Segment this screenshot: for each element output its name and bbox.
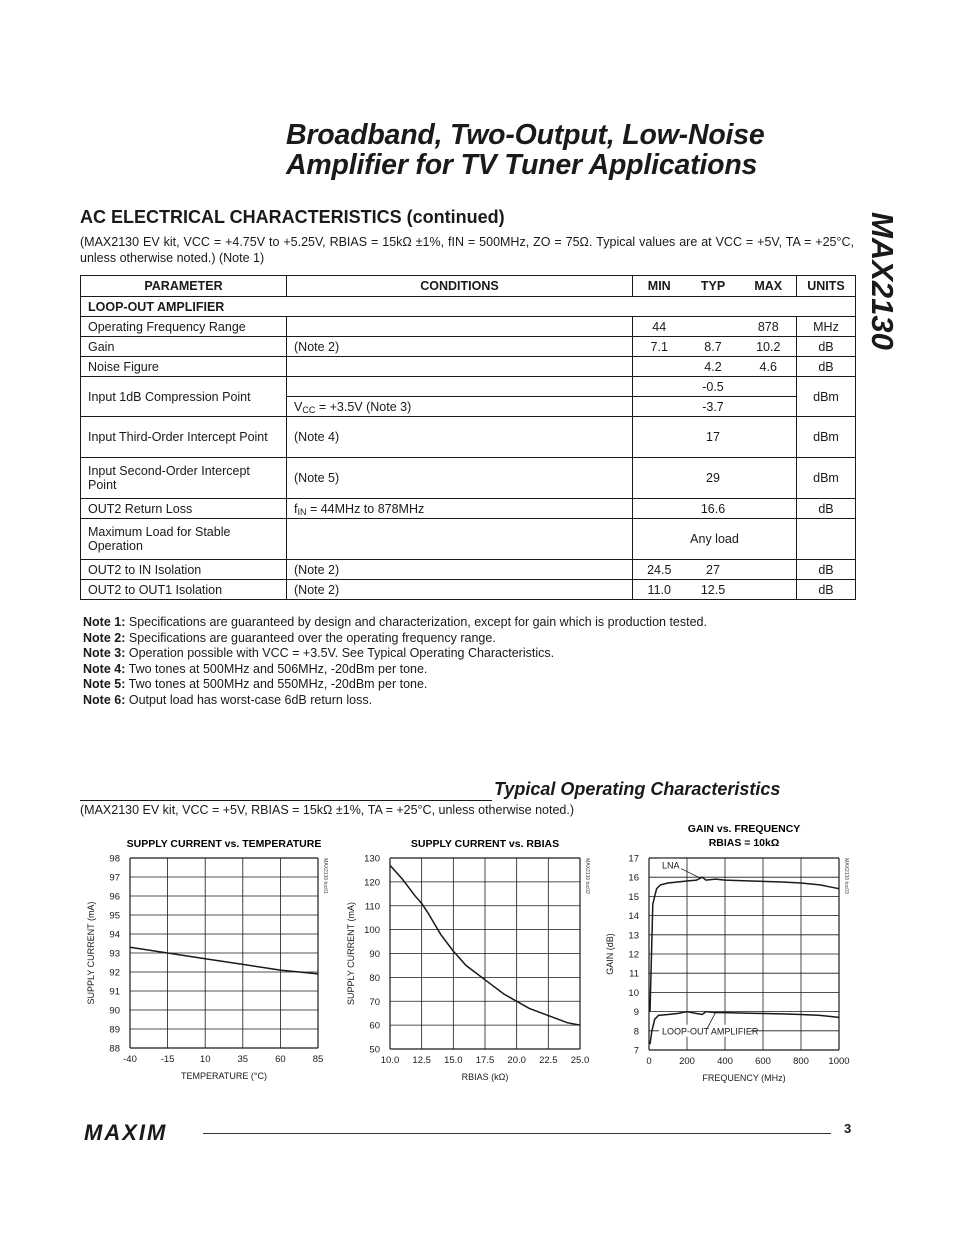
param-cell: Input 1dB Compression Point xyxy=(81,377,287,417)
param-cell: Input Second-Order Intercept Point xyxy=(81,458,287,499)
y-tick-label: 97 xyxy=(109,872,120,884)
param-cell: Input Third-Order Intercept Point xyxy=(81,417,287,458)
y-tick-label: 17 xyxy=(628,853,639,865)
min-cell: 44 xyxy=(633,317,686,337)
col-header: CONDITIONS xyxy=(287,276,633,297)
toc-heading: Typical Operating Characteristics xyxy=(494,779,781,799)
typ-cell: 8.7 xyxy=(686,337,741,357)
units-cell: dB xyxy=(797,499,856,519)
side-part-number: MAX2130 xyxy=(865,212,900,350)
chart-gain-vs-frequency xyxy=(600,816,860,1090)
col-header: PARAMETER xyxy=(81,276,287,297)
cond-cell: (Note 5) xyxy=(287,458,633,499)
min-cell xyxy=(633,357,686,377)
y-tick-label: 70 xyxy=(369,996,380,1008)
col-header: UNITS xyxy=(797,276,856,297)
x-tick-label: -40 xyxy=(123,1054,137,1065)
series-line xyxy=(130,947,318,974)
units-cell: dBm xyxy=(797,458,856,499)
typ-cell: 29 xyxy=(686,458,741,499)
note-item: Note 2: Specifications are guaranteed over the operating frequency range. xyxy=(83,630,496,645)
cond-cell xyxy=(287,377,633,397)
units-cell: dB xyxy=(797,560,856,580)
max-cell: 10.2 xyxy=(741,337,797,357)
figure-code: MAX2130 toc03 xyxy=(843,858,849,894)
x-tick-label: 1000 xyxy=(828,1056,850,1067)
chart-title: SUPPLY CURRENT vs. TEMPERATURE xyxy=(126,838,322,850)
col-header: MIN xyxy=(633,276,686,297)
typ-cell: 12.5 xyxy=(686,580,741,600)
y-tick-label: 94 xyxy=(109,929,120,941)
table-row xyxy=(81,317,856,337)
chart-title: SUPPLY CURRENT vs. RBIAS xyxy=(410,838,560,850)
y-tick-label: 110 xyxy=(364,901,380,913)
max-cell xyxy=(741,499,797,519)
units-cell: dB xyxy=(797,357,856,377)
y-tick-label: 130 xyxy=(364,853,380,865)
cond-cell: (Note 4) xyxy=(287,417,633,458)
y-tick-label: 98 xyxy=(109,853,120,865)
y-tick-label: 120 xyxy=(364,877,380,889)
figure-code: MAX2130 toc01 xyxy=(322,858,328,894)
note-item: Note 1: Specifications are guaranteed by design and characterization, except for gain which is production tested. xyxy=(83,615,707,629)
chart-title: GAIN vs. FREQUENCY xyxy=(687,823,801,835)
units-cell: dB xyxy=(797,580,856,600)
y-tick-label: 13 xyxy=(628,930,639,942)
param-cell: OUT2 to IN Isolation xyxy=(81,560,287,580)
x-axis-label: RBIAS (kΩ) xyxy=(461,1072,509,1082)
x-tick-label: 22.5 xyxy=(539,1055,558,1066)
x-tick-label: 400 xyxy=(717,1056,733,1067)
min-cell xyxy=(633,499,686,519)
typ-cell: 27 xyxy=(686,560,741,580)
figure-code: MAX2130 toc02 xyxy=(584,858,590,894)
section-rule xyxy=(80,800,492,801)
x-axis-label: FREQUENCY (MHz) xyxy=(702,1073,786,1083)
cond-cell: $V_{CC} = +3.5V$ (Note 3) xyxy=(287,397,633,417)
y-tick-label: 11 xyxy=(629,968,639,980)
max-cell xyxy=(741,458,797,499)
y-tick-label: 8 xyxy=(633,1026,639,1038)
conditions-text: (MAX2130 EV kit, VCC = +4.75V to +5.25V, RBIAS = 15kΩ ±1%, fIN = 500MHz, ZO = 75Ω. Typical values are at VCC = +5V, TA = +25°C, unless otherwise noted.) (Note 1) xyxy=(80,235,854,265)
min-cell xyxy=(633,397,686,417)
table-header-row xyxy=(81,276,856,297)
min-cell xyxy=(633,417,686,458)
annotation-loopout: LOOP-OUT AMPLIFIER xyxy=(662,1026,759,1037)
x-tick-label: 600 xyxy=(755,1056,771,1067)
section-heading: AC ELECTRICAL CHARACTERISTICS (continued) xyxy=(80,207,505,227)
y-tick-label: 90 xyxy=(109,1005,120,1017)
x-tick-label: 800 xyxy=(793,1056,809,1067)
note-item: Note 6: Output load has worst-case 6dB return loss. xyxy=(83,692,373,707)
min-cell: 7.1 xyxy=(633,337,686,357)
y-tick-label: 50 xyxy=(369,1044,380,1056)
x-tick-label: 15.0 xyxy=(444,1055,463,1066)
typ-cell: -0.5 xyxy=(686,377,741,397)
x-tick-label: 10 xyxy=(199,1054,211,1065)
y-tick-label: 80 xyxy=(369,972,380,984)
max-cell xyxy=(741,397,797,417)
y-tick-label: 96 xyxy=(109,891,120,903)
table-row xyxy=(81,560,856,580)
note-item: Note 4: Two tones at 500MHz and 506MHz, -20dBm per tone. xyxy=(83,661,428,676)
col-header: TYP xyxy=(686,276,741,297)
min-cell xyxy=(633,458,686,499)
typ-cell: -3.7 xyxy=(686,397,741,417)
table-row xyxy=(81,458,856,499)
max-cell xyxy=(741,377,797,397)
max-cell xyxy=(741,560,797,580)
x-tick-label: 0 xyxy=(646,1056,652,1067)
max-cell xyxy=(741,417,797,458)
x-tick-label: 85 xyxy=(312,1054,324,1065)
annotation-leader xyxy=(681,869,700,879)
cond-cell: $f_{IN} = 44MHz$ to 878MHz xyxy=(287,499,633,519)
chart-supply-vs-temperature xyxy=(80,830,340,1090)
param-cell: Noise Figure xyxy=(81,357,287,377)
x-tick-label: 10.0 xyxy=(380,1055,400,1066)
series-line xyxy=(650,877,839,1011)
typ-cell xyxy=(686,317,741,337)
y-tick-label: 90 xyxy=(369,949,380,960)
cond-cell xyxy=(287,317,633,337)
table-row xyxy=(81,580,856,600)
min-cell: 24.5 xyxy=(633,560,686,580)
cond-cell: (Note 2) xyxy=(287,337,633,357)
typ-cell: 4.2 xyxy=(686,357,741,377)
footer-rule xyxy=(203,1133,831,1134)
y-tick-label: 15 xyxy=(628,891,639,903)
page-title xyxy=(286,120,765,180)
x-tick-label: 12.5 xyxy=(412,1055,431,1066)
y-tick-label: 93 xyxy=(109,948,120,960)
y-tick-label: 88 xyxy=(109,1043,120,1055)
table-row xyxy=(81,519,856,560)
table-row xyxy=(81,417,856,458)
x-tick-label: 25.0 xyxy=(570,1055,590,1066)
page-number: 3 xyxy=(844,1121,852,1136)
maxim-logo: MAXIM xyxy=(84,1120,168,1145)
param-cell: Maximum Load for Stable Operation xyxy=(81,519,287,560)
table-group-row xyxy=(81,297,856,317)
y-tick-label: 91 xyxy=(109,986,120,998)
x-tick-label: 17.5 xyxy=(475,1055,495,1066)
max-cell: 4.6 xyxy=(741,357,797,377)
title-line-2: Amplifier for TV Tuner Applications xyxy=(286,149,758,181)
units-cell: dBm xyxy=(797,377,856,417)
toc-conditions: (MAX2130 EV kit, VCC = +5V, RBIAS = 15kΩ ±1%, TA = +25°C, unless otherwise noted.) xyxy=(80,803,575,817)
cond-cell xyxy=(287,519,633,560)
units-cell: dBm xyxy=(797,417,856,458)
notes-list xyxy=(83,615,707,708)
ac-characteristics-table xyxy=(80,275,856,600)
cond-cell: (Note 2) xyxy=(287,560,633,580)
col-header: MAX xyxy=(741,276,797,297)
max-cell: 878 xyxy=(741,317,797,337)
chart-subtitle: RBIAS = 10kΩ xyxy=(708,837,780,849)
note-item: Note 3: Operation possible with VCC = +3.5V. See Typical Operating Characteristics. xyxy=(83,646,555,660)
param-cell: Operating Frequency Range xyxy=(81,317,287,337)
y-tick-label: 10 xyxy=(628,987,639,999)
table-row xyxy=(81,357,856,377)
chart-supply-vs-rbias xyxy=(340,830,600,1090)
y-axis-label: GAIN (dB) xyxy=(605,933,615,975)
y-tick-label: 89 xyxy=(109,1024,120,1036)
cond-cell xyxy=(287,357,633,377)
group-label: LOOP-OUT AMPLIFIER xyxy=(81,297,856,317)
y-tick-label: 60 xyxy=(369,1020,380,1032)
x-tick-label: 20.0 xyxy=(507,1055,526,1066)
min-cell xyxy=(633,377,686,397)
y-axis-label: SUPPLY CURRENT (mA) xyxy=(86,901,96,1005)
table-row xyxy=(81,337,856,357)
typ-cell: 17 xyxy=(686,417,741,458)
param-cell: OUT2 Return Loss xyxy=(81,499,287,519)
max-cell xyxy=(741,580,797,600)
x-tick-label: 200 xyxy=(679,1056,695,1067)
y-tick-label: 100 xyxy=(364,925,380,937)
title-line-1: Broadband, Two-Output, Low-Noise xyxy=(286,119,765,151)
param-cell: Gain xyxy=(81,337,287,357)
table-row xyxy=(81,377,856,397)
units-cell: MHz xyxy=(797,317,856,337)
y-tick-label: 7 xyxy=(633,1045,639,1057)
x-axis-label: TEMPERATURE (°C) xyxy=(181,1071,267,1081)
y-tick-label: 12 xyxy=(628,949,639,961)
x-tick-label: 35 xyxy=(237,1054,249,1065)
min-cell: 11.0 xyxy=(633,580,686,600)
param-cell: OUT2 to OUT1 Isolation xyxy=(81,580,287,600)
y-tick-label: 16 xyxy=(628,872,639,884)
typ-cell: Any load xyxy=(633,519,797,560)
y-tick-label: 9 xyxy=(633,1007,639,1019)
table-row xyxy=(81,499,856,519)
note-item: Note 5: Two tones at 500MHz and 550MHz, -20dBm per tone. xyxy=(83,677,428,691)
cond-cell: (Note 2) xyxy=(287,580,633,600)
y-tick-label: 14 xyxy=(628,911,639,923)
units-cell: dB xyxy=(797,337,856,357)
y-axis-label: SUPPLY CURRENT (mA) xyxy=(346,901,356,1006)
y-tick-label: 95 xyxy=(109,910,120,922)
y-tick-label: 92 xyxy=(109,967,120,979)
units-cell xyxy=(797,519,856,560)
x-tick-label: -15 xyxy=(160,1054,175,1065)
annotation-lna: LNA xyxy=(662,860,680,871)
typ-cell: 16.6 xyxy=(686,499,741,519)
x-tick-label: 60 xyxy=(275,1054,286,1065)
